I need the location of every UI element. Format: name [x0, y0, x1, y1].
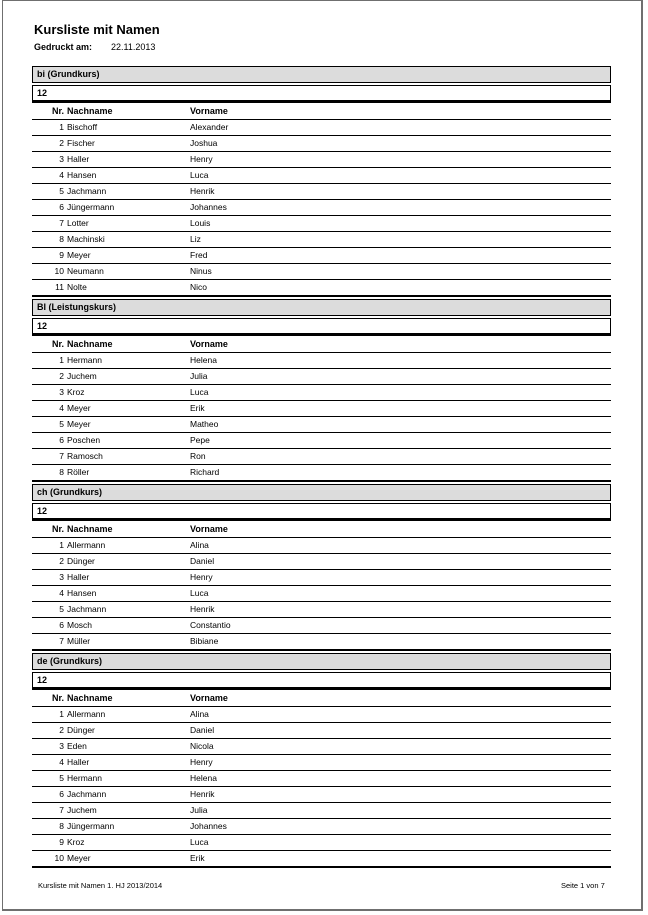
student-number: 8 [32, 819, 67, 835]
column-header-nr: Nr. [51, 693, 64, 703]
table-row [32, 634, 611, 651]
table-row [32, 819, 611, 835]
student-number: 1 [32, 353, 67, 369]
student-lastname: Hermann [67, 353, 190, 369]
student-firstname: Henry [190, 755, 611, 771]
grade-label: 12 [32, 672, 611, 688]
table-row [32, 417, 611, 433]
student-lastname: Kroz [67, 835, 190, 851]
footer-page-number: Seite 1 von 7 [561, 881, 605, 890]
table-row [32, 465, 611, 482]
student-number: 7 [32, 216, 67, 232]
student-number: 10 [32, 264, 67, 280]
student-firstname: Henrik [190, 184, 611, 200]
student-number: 5 [32, 417, 67, 433]
table-row [32, 538, 611, 554]
student-lastname: Machinski [67, 232, 190, 248]
student-lastname: Jüngermann [67, 819, 190, 835]
table-row [32, 369, 611, 385]
student-table [32, 688, 611, 868]
column-header-nachname: Nachname [67, 693, 113, 703]
student-lastname: Hansen [67, 168, 190, 184]
student-number: 3 [32, 739, 67, 755]
table-row [32, 248, 611, 264]
student-lastname: Lotter [67, 216, 190, 232]
student-lastname: Hansen [67, 586, 190, 602]
student-table [32, 334, 611, 482]
footer-document-info: Kursliste mit Namen 1. HJ 2013/2014 [38, 881, 163, 890]
student-number: 5 [32, 184, 67, 200]
table-row [32, 586, 611, 602]
student-lastname: Meyer [67, 248, 190, 264]
student-firstname: Henry [190, 152, 611, 168]
course-header: ch (Grundkurs) [32, 484, 611, 501]
student-lastname: Bischoff [67, 120, 190, 136]
student-firstname: Erik [190, 851, 611, 868]
course-block [32, 653, 611, 868]
table-header-row [32, 335, 611, 353]
table-row [32, 168, 611, 184]
table-row [32, 755, 611, 771]
student-firstname: Richard [190, 465, 611, 482]
student-firstname: Luca [190, 168, 611, 184]
student-lastname: Haller [67, 152, 190, 168]
course-header: de (Grundkurs) [32, 653, 611, 670]
column-header-nr: Nr. [51, 339, 64, 349]
student-lastname: Haller [67, 755, 190, 771]
student-number: 5 [32, 602, 67, 618]
student-number: 9 [32, 835, 67, 851]
student-lastname: Dünger [67, 723, 190, 739]
student-lastname: Kroz [67, 385, 190, 401]
table-row [32, 723, 611, 739]
table-row [32, 739, 611, 755]
student-firstname: Luca [190, 835, 611, 851]
student-number: 4 [32, 586, 67, 602]
student-lastname: Jachmann [67, 787, 190, 803]
column-header-nr: Nr. [51, 524, 64, 534]
student-number: 1 [32, 707, 67, 723]
student-number: 2 [32, 369, 67, 385]
table-row [32, 602, 611, 618]
student-number: 2 [32, 554, 67, 570]
student-number: 6 [32, 787, 67, 803]
student-firstname: Erik [190, 401, 611, 417]
table-row [32, 353, 611, 369]
table-row [32, 152, 611, 168]
student-number: 5 [32, 771, 67, 787]
student-number: 4 [32, 401, 67, 417]
column-header-vorname: Vorname [190, 693, 228, 703]
table-row [32, 401, 611, 417]
course-block [32, 484, 611, 651]
table-header-row [32, 520, 611, 538]
student-firstname: Bibiane [190, 634, 611, 651]
student-lastname: Jüngermann [67, 200, 190, 216]
student-number: 7 [32, 803, 67, 819]
table-row [32, 120, 611, 136]
student-lastname: Dünger [67, 554, 190, 570]
student-firstname: Joshua [190, 136, 611, 152]
student-lastname: Müller [67, 634, 190, 651]
student-firstname: Henry [190, 570, 611, 586]
student-number: 4 [32, 168, 67, 184]
student-firstname: Ron [190, 449, 611, 465]
student-lastname: Juchem [67, 803, 190, 819]
student-firstname: Alina [190, 707, 611, 723]
student-number: 4 [32, 755, 67, 771]
student-lastname: Meyer [67, 417, 190, 433]
student-lastname: Meyer [67, 851, 190, 868]
student-firstname: Julia [190, 369, 611, 385]
student-lastname: Allermann [67, 538, 190, 554]
table-row [32, 264, 611, 280]
table-row [32, 707, 611, 723]
page-title: Kursliste mit Namen [34, 22, 160, 37]
student-number: 1 [32, 538, 67, 554]
student-firstname: Luca [190, 385, 611, 401]
student-number: 3 [32, 385, 67, 401]
student-lastname: Neumann [67, 264, 190, 280]
student-number: 2 [32, 723, 67, 739]
table-row [32, 771, 611, 787]
table-row [32, 618, 611, 634]
student-lastname: Poschen [67, 433, 190, 449]
grade-label: 12 [32, 318, 611, 334]
student-lastname: Meyer [67, 401, 190, 417]
student-firstname: Matheo [190, 417, 611, 433]
column-header-nr: Nr. [51, 106, 64, 116]
student-firstname: Daniel [190, 554, 611, 570]
student-table [32, 519, 611, 651]
table-row [32, 554, 611, 570]
student-firstname: Liz [190, 232, 611, 248]
student-number: 3 [32, 570, 67, 586]
student-number: 10 [32, 851, 67, 868]
column-header-nachname: Nachname [67, 524, 113, 534]
student-number: 6 [32, 618, 67, 634]
student-number: 1 [32, 120, 67, 136]
student-lastname: Röller [67, 465, 190, 482]
student-lastname: Allermann [67, 707, 190, 723]
student-firstname: Alina [190, 538, 611, 554]
student-lastname: Juchem [67, 369, 190, 385]
student-number: 7 [32, 634, 67, 651]
student-firstname: Nicola [190, 739, 611, 755]
course-block [32, 299, 611, 482]
table-row [32, 433, 611, 449]
student-firstname: Louis [190, 216, 611, 232]
student-lastname: Eden [67, 739, 190, 755]
table-row [32, 184, 611, 200]
student-firstname: Helena [190, 771, 611, 787]
student-firstname: Henrik [190, 787, 611, 803]
student-lastname: Jachmann [67, 184, 190, 200]
course-list [32, 66, 611, 870]
column-header-vorname: Vorname [190, 106, 228, 116]
column-header-vorname: Vorname [190, 339, 228, 349]
student-firstname: Constantio [190, 618, 611, 634]
student-number: 3 [32, 152, 67, 168]
student-firstname: Luca [190, 586, 611, 602]
printed-label: Gedruckt am: [34, 42, 93, 52]
table-row [32, 136, 611, 152]
student-firstname: Ninus [190, 264, 611, 280]
course-header: bi (Grundkurs) [32, 66, 611, 83]
student-number: 7 [32, 449, 67, 465]
student-number: 11 [32, 280, 67, 297]
column-header-vorname: Vorname [190, 524, 228, 534]
printed-date: 22.11.2013 [111, 42, 156, 52]
student-firstname: Julia [190, 803, 611, 819]
table-row [32, 280, 611, 297]
table-row [32, 232, 611, 248]
column-header-nachname: Nachname [67, 339, 113, 349]
table-row [32, 835, 611, 851]
grade-label: 12 [32, 503, 611, 519]
student-lastname: Fischer [67, 136, 190, 152]
table-row [32, 570, 611, 586]
student-firstname: Helena [190, 353, 611, 369]
table-row [32, 385, 611, 401]
student-lastname: Hermann [67, 771, 190, 787]
student-lastname: Ramosch [67, 449, 190, 465]
student-lastname: Haller [67, 570, 190, 586]
student-number: 8 [32, 232, 67, 248]
student-firstname: Daniel [190, 723, 611, 739]
course-block [32, 66, 611, 297]
student-firstname: Nico [190, 280, 611, 297]
student-number: 9 [32, 248, 67, 264]
table-row [32, 449, 611, 465]
student-firstname: Pepe [190, 433, 611, 449]
student-number: 8 [32, 465, 67, 482]
student-firstname: Johannes [190, 819, 611, 835]
student-number: 6 [32, 433, 67, 449]
table-row [32, 216, 611, 232]
grade-label: 12 [32, 85, 611, 101]
table-row [32, 787, 611, 803]
student-number: 6 [32, 200, 67, 216]
table-row [32, 851, 611, 868]
table-header-row [32, 689, 611, 707]
student-lastname: Mosch [67, 618, 190, 634]
student-lastname: Nolte [67, 280, 190, 297]
table-row [32, 803, 611, 819]
student-table [32, 101, 611, 297]
student-firstname: Henrik [190, 602, 611, 618]
column-header-nachname: Nachname [67, 106, 113, 116]
table-header-row [32, 102, 611, 120]
table-row [32, 200, 611, 216]
student-firstname: Alexander [190, 120, 611, 136]
student-firstname: Johannes [190, 200, 611, 216]
course-header: BI (Leistungskurs) [32, 299, 611, 316]
student-number: 2 [32, 136, 67, 152]
student-lastname: Jachmann [67, 602, 190, 618]
student-firstname: Fred [190, 248, 611, 264]
